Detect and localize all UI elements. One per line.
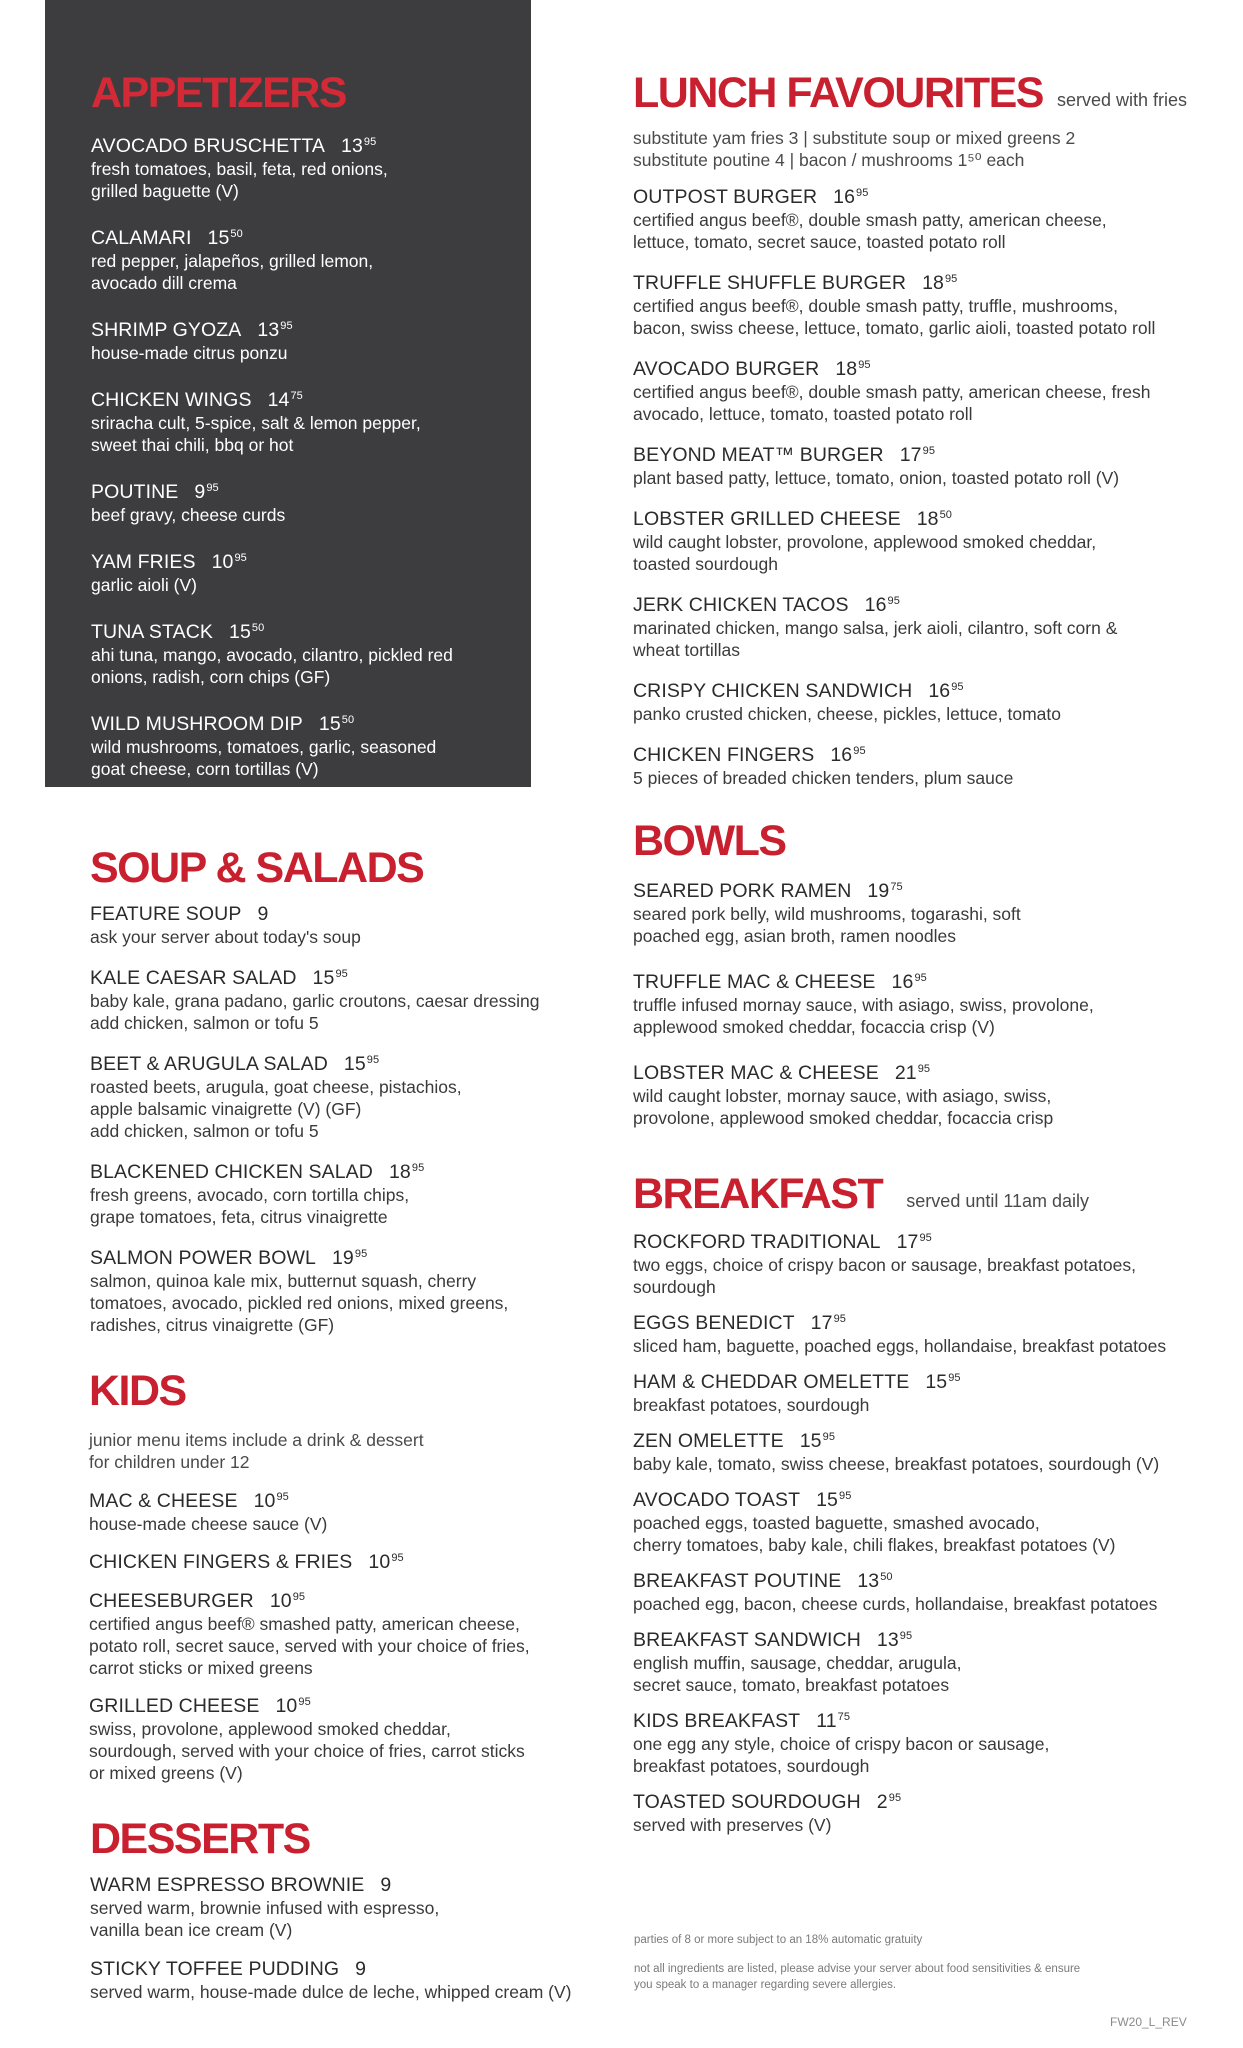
price-dollars: 13 bbox=[341, 135, 363, 157]
menu-item-name: YAM FRIES bbox=[91, 551, 196, 573]
menu-item-name: KIDS BREAKFAST bbox=[633, 1710, 801, 1732]
menu-item-name: GRILLED CHEESE bbox=[89, 1695, 260, 1717]
menu-item-name: CHICKEN FINGERS bbox=[633, 744, 815, 766]
menu-item-description: red pepper, jalapeños, grilled lemon, avocado dill crema bbox=[91, 251, 374, 293]
price-cents: 50 bbox=[939, 509, 953, 521]
menu-item-name: FEATURE SOUP bbox=[90, 903, 242, 925]
kids-section bbox=[89, 1367, 559, 1784]
menu-item bbox=[90, 1242, 560, 1336]
menu-item bbox=[633, 267, 1203, 339]
menu-item-price bbox=[928, 680, 963, 702]
price-cents: 95 bbox=[354, 1248, 368, 1260]
menu-item-title bbox=[633, 353, 1203, 381]
price-dollars: 13 bbox=[857, 1570, 880, 1592]
menu-item-name: BREAKFAST SANDWICH bbox=[633, 1629, 861, 1651]
menu-item-price bbox=[877, 1629, 912, 1651]
menu-item-name: CHICKEN WINGS bbox=[91, 389, 252, 411]
menu-item bbox=[89, 1485, 559, 1535]
menu-item bbox=[633, 875, 1203, 947]
menu-item-price bbox=[268, 389, 303, 411]
menu-item bbox=[633, 966, 1203, 1038]
price-dollars: 15 bbox=[799, 1430, 822, 1452]
price-cents: 50 bbox=[251, 622, 265, 634]
price-dollars: 15 bbox=[925, 1371, 948, 1393]
menu-item bbox=[91, 314, 511, 364]
price-cents: 75 bbox=[837, 1711, 851, 1723]
menu-item-description: wild caught lobster, mornay sauce, with asiago, swiss, provolone, applewood smoked cheddar, focaccia crisp bbox=[633, 1086, 1054, 1128]
menu-item-name: BLACKENED CHICKEN SALAD bbox=[90, 1161, 373, 1183]
price-dollars: 15 bbox=[318, 713, 341, 735]
menu-item-price bbox=[380, 1874, 391, 1896]
menu-item-name: AVOCADO BRUSCHETTA bbox=[91, 135, 326, 157]
menu-item-description: served with preserves (V) bbox=[633, 1815, 832, 1835]
menu-item-price bbox=[925, 1371, 960, 1393]
menu-item-title bbox=[633, 589, 1203, 617]
allergy-note: not all ingredients are listed, please advise your server about food sensitivities & ensure you speak to a manager regarding severe allergies. bbox=[634, 1963, 1081, 1991]
menu-item-name: BEET & ARUGULA SALAD bbox=[90, 1053, 328, 1075]
desserts-heading: DESSERTS bbox=[90, 1815, 310, 1863]
menu-item-title bbox=[633, 1786, 1213, 1814]
menu-item-price bbox=[900, 444, 935, 466]
menu-item-name: ROCKFORD TRADITIONAL bbox=[633, 1231, 881, 1253]
menu-item-description: served warm, brownie infused with espresso, vanilla bean ice cream (V) bbox=[90, 1898, 440, 1940]
gratuity-note: parties of 8 or more subject to an 18% automatic gratuity bbox=[634, 1934, 923, 1946]
lunch-substitutions: substitute yam fries 3 | substitute soup or mixed greens 2 substitute poutine 4 | bacon / mushrooms 1⁵⁰ each bbox=[633, 128, 1076, 170]
appetizers-section bbox=[91, 69, 511, 780]
price-dollars: 19 bbox=[331, 1247, 354, 1269]
price-dollars: 10 bbox=[368, 1551, 391, 1573]
menu-item-price bbox=[194, 481, 218, 503]
menu-item-name: OUTPOST BURGER bbox=[633, 186, 818, 208]
breakfast-heading: BREAKFAST bbox=[633, 1170, 883, 1218]
menu-item bbox=[90, 1156, 560, 1228]
desserts-section bbox=[90, 1815, 610, 2003]
menu-item bbox=[89, 1546, 559, 1574]
menu-item-price bbox=[833, 186, 868, 208]
menu-item-price bbox=[229, 621, 264, 643]
price-dollars: 15 bbox=[229, 621, 251, 643]
menu-item-price bbox=[800, 1430, 835, 1452]
menu-item-price bbox=[212, 551, 247, 573]
menu-item bbox=[91, 384, 511, 456]
price-dollars: 10 bbox=[269, 1590, 292, 1612]
price-cents: 95 bbox=[822, 1431, 836, 1443]
menu-item-price bbox=[917, 508, 952, 530]
breakfast-section bbox=[633, 1170, 1213, 1836]
menu-item bbox=[633, 1226, 1213, 1298]
menu-item-name: TRUFFLE SHUFFLE BURGER bbox=[633, 272, 907, 294]
price-dollars: 17 bbox=[810, 1312, 833, 1334]
menu-item-description: baby kale, tomato, swiss cheese, breakfast potatoes, sourdough (V) bbox=[633, 1454, 1160, 1474]
menu-item-price bbox=[892, 971, 927, 993]
menu-item-title bbox=[90, 1156, 560, 1184]
price-dollars: 16 bbox=[830, 744, 853, 766]
menu-item-description: one egg any style, choice of crispy bacon or sausage, breakfast potatoes, sourdough bbox=[633, 1734, 1050, 1776]
menu-item-price bbox=[344, 1053, 379, 1075]
menu-item-title bbox=[633, 1226, 1213, 1254]
menu-item-price bbox=[895, 1062, 930, 1084]
price-dollars: 18 bbox=[916, 508, 939, 530]
price-cents: 95 bbox=[391, 1552, 404, 1564]
menu-item bbox=[633, 1565, 1213, 1615]
menu-item bbox=[633, 439, 1203, 489]
menu-item-description: truffle infused mornay sauce, with asiago, swiss, provolone, applewood smoked cheddar, focaccia crisp (V) bbox=[633, 995, 1094, 1037]
price-dollars: 15 bbox=[207, 227, 230, 249]
menu-item-price bbox=[254, 1490, 289, 1512]
price-dollars: 15 bbox=[343, 1053, 366, 1075]
price-dollars: 21 bbox=[894, 1062, 917, 1084]
price-dollars: 16 bbox=[928, 680, 951, 702]
price-dollars: 9 bbox=[194, 481, 206, 503]
menu-item-price bbox=[208, 227, 243, 249]
price-dollars: 14 bbox=[267, 389, 290, 411]
menu-item-name: TRUFFLE MAC & CHEESE bbox=[633, 971, 876, 993]
menu-item-description: seared pork belly, wild mushrooms, togarashi, soft poached egg, asian broth, ramen noodles bbox=[633, 904, 1021, 946]
menu-item-title bbox=[633, 1565, 1213, 1593]
menu-item-name: JERK CHICKEN TACOS bbox=[633, 594, 849, 616]
price-cents: 95 bbox=[948, 1372, 961, 1384]
price-cents: 50 bbox=[341, 714, 355, 726]
price-dollars: 9 bbox=[257, 903, 269, 925]
menu-item-description: house-made citrus ponzu bbox=[91, 343, 288, 363]
menu-item-name: CALAMARI bbox=[91, 227, 192, 249]
menu-item-description: beef gravy, cheese curds bbox=[91, 505, 286, 525]
price-cents: 95 bbox=[280, 320, 293, 332]
menu-item-name: AVOCADO BURGER bbox=[633, 358, 820, 380]
menu-item-price bbox=[270, 1590, 305, 1612]
menu-item-name: TUNA STACK bbox=[91, 621, 213, 643]
menu-item bbox=[633, 739, 1203, 789]
menu-item-name: WILD MUSHROOM DIP bbox=[91, 713, 303, 735]
menu-item-price bbox=[389, 1161, 424, 1183]
price-cents: 95 bbox=[206, 482, 219, 494]
price-cents: 95 bbox=[838, 1490, 852, 1502]
menu-item-price bbox=[922, 272, 957, 294]
menu-item bbox=[90, 1957, 610, 2003]
price-cents: 95 bbox=[833, 1313, 846, 1325]
menu-item-name: CHEESEBURGER bbox=[89, 1590, 254, 1612]
menu-item bbox=[91, 476, 511, 526]
menu-item-title bbox=[633, 1307, 1213, 1335]
menu-item-title bbox=[91, 708, 511, 736]
menu-item-description: two eggs, choice of crispy bacon or sausage, breakfast potatoes, sourdough bbox=[633, 1255, 1136, 1297]
menu-item-title bbox=[633, 1425, 1213, 1453]
price-cents: 95 bbox=[335, 968, 348, 980]
menu-item-title bbox=[90, 962, 560, 990]
price-dollars: 18 bbox=[922, 272, 944, 294]
menu-item-name: EGGS BENEDICT bbox=[633, 1312, 795, 1334]
price-cents: 95 bbox=[411, 1162, 425, 1174]
price-cents: 95 bbox=[363, 136, 377, 148]
menu-item-title bbox=[633, 739, 1203, 767]
menu-item-name: BREAKFAST POUTINE bbox=[633, 1570, 842, 1592]
price-dollars: 9 bbox=[355, 1958, 367, 1980]
menu-item-title bbox=[91, 130, 511, 158]
menu-item-title bbox=[90, 1873, 610, 1897]
price-cents: 95 bbox=[292, 1591, 306, 1603]
menu-item-description: house-made cheese sauce (V) bbox=[89, 1514, 328, 1534]
menu-item-description: served warm, house-made dulce de leche, whipped cream (V) bbox=[90, 1982, 572, 2002]
menu-item-name: WARM ESPRESSO BROWNIE bbox=[90, 1874, 365, 1896]
menu-item bbox=[633, 675, 1203, 725]
menu-item-title bbox=[89, 1585, 559, 1613]
price-cents: 95 bbox=[366, 1054, 380, 1066]
price-dollars: 17 bbox=[899, 444, 922, 466]
soup-heading: SOUP & SALADS bbox=[90, 844, 424, 892]
menu-item-title bbox=[633, 1366, 1213, 1394]
price-dollars: 10 bbox=[275, 1695, 298, 1717]
appetizers-heading: APPETIZERS bbox=[91, 69, 346, 117]
menu-item-name: MAC & CHEESE bbox=[89, 1490, 238, 1512]
menu-item-title bbox=[89, 1690, 559, 1718]
price-cents: 95 bbox=[899, 1630, 913, 1642]
breakfast-note: served until 11am daily bbox=[906, 1191, 1090, 1211]
menu-item bbox=[633, 353, 1203, 425]
menu-item bbox=[633, 503, 1203, 575]
price-cents: 95 bbox=[917, 1063, 931, 1075]
price-cents: 95 bbox=[234, 552, 247, 564]
menu-item-description: plant based patty, lettuce, tomato, onion, toasted potato roll (V) bbox=[633, 468, 1120, 488]
price-dollars: 10 bbox=[253, 1490, 276, 1512]
price-dollars: 16 bbox=[891, 971, 914, 993]
menu-item-description: roasted beets, arugula, goat cheese, pistachios, apple balsamic vinaigrette (V) (GF) add chicken, salmon or tofu 5 bbox=[90, 1077, 462, 1141]
menu-item-description: marinated chicken, mango salsa, jerk aioli, cilantro, soft corn & wheat tortillas bbox=[633, 618, 1118, 660]
lunch-section bbox=[633, 69, 1203, 789]
menu-item-description: garlic aioli (V) bbox=[91, 575, 197, 595]
menu-item-title bbox=[90, 1957, 610, 1981]
menu-item-name: SHRIMP GYOZA bbox=[91, 319, 242, 341]
menu-item bbox=[633, 1057, 1203, 1129]
price-cents: 75 bbox=[890, 881, 903, 893]
menu-item-price bbox=[897, 1231, 932, 1253]
price-cents: 95 bbox=[951, 681, 964, 693]
kids-intro: junior menu items include a drink & dessert for children under 12 bbox=[89, 1430, 424, 1472]
menu-item-description: certified angus beef®, double smash patty, american cheese, fresh avocado, lettuce, tomato, toasted potato roll bbox=[633, 382, 1151, 424]
menu-item bbox=[90, 1048, 560, 1142]
menu-item-price bbox=[877, 1791, 901, 1813]
menu-item-name: CRISPY CHICKEN SANDWICH bbox=[633, 680, 913, 702]
menu-item bbox=[633, 1624, 1213, 1696]
menu-item-description: poached eggs, toasted baguette, smashed avocado, cherry tomatoes, baby kale, chili flakes, breakfast potatoes (V) bbox=[633, 1513, 1116, 1555]
menu-item-title bbox=[633, 1705, 1213, 1733]
price-dollars: 16 bbox=[864, 594, 887, 616]
menu-item-description: wild caught lobster, provolone, applewood smoked cheddar, toasted sourdough bbox=[633, 532, 1097, 574]
price-cents: 95 bbox=[853, 745, 866, 757]
menu-item bbox=[633, 1366, 1213, 1416]
price-dollars: 10 bbox=[211, 551, 234, 573]
price-cents: 95 bbox=[914, 972, 927, 984]
menu-item-title bbox=[90, 1242, 560, 1270]
menu-item-name: STICKY TOFFEE PUDDING bbox=[90, 1958, 340, 1980]
menu-item-title bbox=[633, 675, 1203, 703]
menu-item-title bbox=[633, 181, 1203, 209]
price-cents: 95 bbox=[919, 1232, 932, 1244]
price-dollars: 15 bbox=[816, 1489, 838, 1511]
lunch-heading: LUNCH FAVOURITES bbox=[633, 69, 1043, 117]
menu-item-description: sliced ham, baguette, poached eggs, hollandaise, breakfast potatoes bbox=[633, 1336, 1167, 1356]
price-cents: 95 bbox=[922, 445, 936, 457]
menu-item-title bbox=[633, 439, 1203, 467]
menu-item-title bbox=[89, 1485, 559, 1513]
menu-item-name: TOASTED SOURDOUGH bbox=[633, 1791, 861, 1813]
menu-item-price bbox=[319, 713, 354, 735]
menu-item bbox=[90, 902, 560, 948]
price-dollars: 13 bbox=[257, 319, 280, 341]
menu-item-price bbox=[867, 880, 902, 902]
menu-item-name: CHICKEN FINGERS & FRIES bbox=[89, 1551, 353, 1573]
price-dollars: 2 bbox=[876, 1791, 888, 1813]
menu-item-title bbox=[90, 1048, 560, 1076]
menu-item-title bbox=[633, 1057, 1203, 1085]
menu-item-description: ask your server about today's soup bbox=[90, 927, 361, 947]
price-cents: 95 bbox=[858, 359, 871, 371]
menu-item bbox=[89, 1585, 559, 1679]
menu-item-price bbox=[865, 594, 900, 616]
menu-item-title bbox=[91, 616, 511, 644]
menu-item-description: certified angus beef®, double smash patty, truffle, mushrooms, bacon, swiss cheese, lettuce, tomato, garlic aioli, toasted potato roll bbox=[633, 296, 1156, 338]
price-cents: 75 bbox=[290, 390, 303, 402]
menu-item-price bbox=[816, 1489, 851, 1511]
menu-item-price bbox=[857, 1570, 892, 1592]
kids-heading: KIDS bbox=[89, 1367, 186, 1415]
menu-item-title bbox=[633, 1624, 1213, 1652]
menu-item-name: LOBSTER GRILLED CHEESE bbox=[633, 508, 901, 530]
menu-item bbox=[91, 616, 511, 688]
menu-item-title bbox=[91, 384, 511, 412]
price-dollars: 16 bbox=[833, 186, 856, 208]
price-dollars: 18 bbox=[835, 358, 858, 380]
menu-item bbox=[91, 222, 511, 294]
menu-item bbox=[91, 708, 511, 780]
menu-item-title bbox=[91, 222, 511, 250]
price-cents: 95 bbox=[888, 1792, 902, 1804]
menu-item-description: fresh tomatoes, basil, feta, red onions, grilled baguette (V) bbox=[91, 159, 388, 201]
price-cents: 95 bbox=[887, 595, 900, 607]
menu-item-title bbox=[91, 546, 511, 574]
menu-item bbox=[91, 546, 511, 596]
menu-item-name: AVOCADO TOAST bbox=[633, 1489, 801, 1511]
revision-code: FW20_L_REV bbox=[1110, 2015, 1187, 2029]
menu-item-title bbox=[633, 267, 1203, 295]
menu-item-price bbox=[811, 1312, 846, 1334]
menu-item-price bbox=[835, 358, 870, 380]
menu-item-title bbox=[91, 314, 511, 342]
menu-item-price bbox=[257, 319, 292, 341]
menu-item bbox=[633, 1786, 1213, 1836]
price-cents: 95 bbox=[856, 187, 869, 199]
menu-item-name: KALE CAESAR SALAD bbox=[90, 967, 297, 989]
menu-item-description: ahi tuna, mango, avocado, cilantro, pickled red onions, radish, corn chips (GF) bbox=[91, 645, 453, 687]
menu-item-price bbox=[332, 1247, 367, 1269]
menu-item-price bbox=[355, 1958, 366, 1980]
menu-item bbox=[91, 130, 511, 202]
menu-item-price bbox=[830, 744, 865, 766]
menu-item-title bbox=[633, 966, 1203, 994]
menu-item-description: baby kale, grana padano, garlic croutons, caesar dressing add chicken, salmon or tofu 5 bbox=[90, 991, 540, 1033]
price-dollars: 11 bbox=[816, 1710, 837, 1732]
menu-item-description: sriracha cult, 5-spice, salt & lemon pepper, sweet thai chili, bbq or hot bbox=[91, 413, 421, 455]
menu-item bbox=[90, 1873, 610, 1941]
menu-item-description: poached egg, bacon, cheese curds, hollandaise, breakfast potatoes bbox=[633, 1594, 1158, 1614]
menu-item-title bbox=[633, 503, 1203, 531]
soup-section bbox=[90, 844, 560, 1336]
menu-item bbox=[633, 1307, 1213, 1357]
menu-item-price bbox=[341, 135, 376, 157]
menu-item-title bbox=[90, 902, 560, 926]
menu-item-description: panko crusted chicken, cheese, pickles, lettuce, tomato bbox=[633, 704, 1062, 724]
menu-item-description: certified angus beef® smashed patty, american cheese, potato roll, secret sauce, served with your choice of fries, carrot sticks or mixed greens bbox=[89, 1614, 530, 1678]
menu-item-title bbox=[633, 875, 1203, 903]
menu-item-description: english muffin, sausage, cheddar, arugula, secret sauce, tomato, breakfast potatoes bbox=[633, 1653, 962, 1695]
price-cents: 95 bbox=[944, 273, 958, 285]
menu-item-description: breakfast potatoes, sourdough bbox=[633, 1395, 870, 1415]
menu-item bbox=[90, 962, 560, 1034]
menu-item-description: 5 pieces of breaded chicken tenders, plum sauce bbox=[633, 768, 1014, 788]
price-dollars: 13 bbox=[876, 1629, 899, 1651]
price-cents: 50 bbox=[230, 228, 243, 240]
menu-item-description: wild mushrooms, tomatoes, garlic, seasoned goat cheese, corn tortillas (V) bbox=[91, 737, 437, 779]
menu-item-name: BEYOND MEAT™ BURGER bbox=[633, 444, 884, 466]
menu-item-name: SEARED PORK RAMEN bbox=[633, 880, 852, 902]
menu-item-name: ZEN OMELETTE bbox=[633, 1430, 784, 1452]
menu-item bbox=[633, 589, 1203, 661]
menu-item-price bbox=[275, 1695, 310, 1717]
bowls-heading: BOWLS bbox=[633, 817, 786, 865]
menu-item-name: HAM & CHEDDAR OMELETTE bbox=[633, 1371, 910, 1393]
menu-item-name: LOBSTER MAC & CHEESE bbox=[633, 1062, 879, 1084]
price-cents: 95 bbox=[276, 1491, 289, 1503]
price-dollars: 18 bbox=[388, 1161, 411, 1183]
menu-item bbox=[89, 1690, 559, 1784]
price-cents: 95 bbox=[298, 1696, 311, 1708]
price-dollars: 17 bbox=[896, 1231, 919, 1253]
menu-item-price bbox=[368, 1551, 403, 1573]
menu-item-description: salmon, quinoa kale mix, butternut squash, cherry tomatoes, avocado, pickled red onions, mixed greens, radishes, citrus vinaigrette (GF) bbox=[90, 1271, 509, 1335]
menu-item-price bbox=[257, 903, 268, 925]
menu-item-name: POUTINE bbox=[91, 481, 179, 503]
price-dollars: 9 bbox=[380, 1874, 392, 1896]
price-dollars: 15 bbox=[312, 967, 335, 989]
menu-item-title bbox=[91, 476, 511, 504]
bowls-section bbox=[633, 817, 1203, 1129]
price-dollars: 19 bbox=[867, 880, 890, 902]
menu-item bbox=[633, 1425, 1213, 1475]
menu-item-price bbox=[816, 1710, 850, 1732]
menu-item-title bbox=[89, 1546, 559, 1574]
menu-item-description: swiss, provolone, applewood smoked cheddar, sourdough, served with your choice of fries, carrot sticks or mixed greens (V) bbox=[89, 1719, 525, 1783]
menu-item-description: certified angus beef®, double smash patty, american cheese, lettuce, tomato, secret sauce, toasted potato roll bbox=[633, 210, 1107, 252]
menu-item bbox=[633, 1484, 1213, 1556]
menu-item-price bbox=[313, 967, 348, 989]
menu-item-description: fresh greens, avocado, corn tortilla chips, grape tomatoes, feta, citrus vinaigrette bbox=[90, 1185, 410, 1227]
menu-item-title bbox=[633, 1484, 1213, 1512]
price-cents: 50 bbox=[880, 1571, 893, 1583]
menu-item bbox=[633, 181, 1203, 253]
menu-item bbox=[633, 1705, 1213, 1777]
lunch-note: served with fries bbox=[1057, 90, 1188, 110]
menu-item-name: SALMON POWER BOWL bbox=[90, 1247, 316, 1269]
